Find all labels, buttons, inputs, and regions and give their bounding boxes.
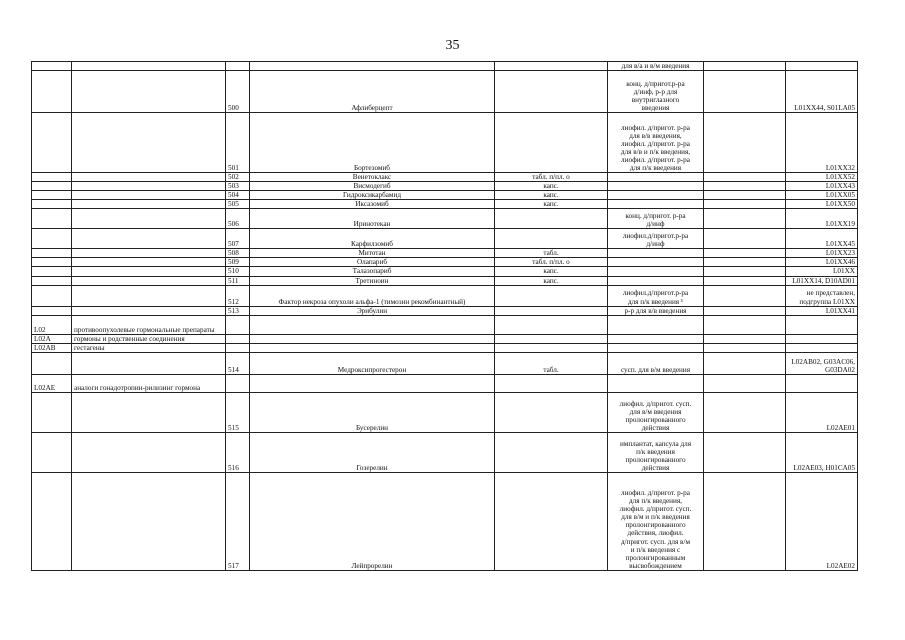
form-details: конц. д/пригот. р-ра д/инф <box>608 209 704 229</box>
dosage-form: капс. <box>495 276 608 285</box>
item-number: 514 <box>226 352 250 374</box>
table-row <box>32 374 858 392</box>
dosage-form: табл. <box>495 352 608 374</box>
atc-code: L01XX32 <box>786 113 858 173</box>
empty-cell <box>704 249 786 258</box>
table-row <box>32 258 858 267</box>
drug-name: Венетоклакс <box>250 173 495 182</box>
form-details: лиофил.д/пригот.р-ра д/инф <box>608 229 704 249</box>
atc-group-description <box>72 285 226 306</box>
form-details <box>608 334 704 343</box>
atc-group-code <box>32 200 72 209</box>
item-number: 515 <box>226 392 250 432</box>
empty-cell <box>704 71 786 113</box>
atc-group-code: L02AB <box>32 343 72 352</box>
atc-group-description <box>72 352 226 374</box>
drug-name: Гозерелин <box>250 432 495 472</box>
atc-code: L01XX05 <box>786 191 858 200</box>
item-number <box>226 343 250 352</box>
table-row <box>32 334 858 343</box>
table-row <box>32 200 858 209</box>
dosage-form <box>495 343 608 352</box>
atc-group-description <box>72 200 226 209</box>
empty-cell <box>704 113 786 173</box>
atc-code: L01XX50 <box>786 200 858 209</box>
drug-name: Бусерелин <box>250 392 495 432</box>
atc-code: L01XX41 <box>786 306 858 315</box>
form-details <box>608 200 704 209</box>
atc-group-description <box>72 229 226 249</box>
empty-cell <box>704 392 786 432</box>
atc-code: L01XX <box>786 267 858 276</box>
form-details: конц. д/пригот.р-ра д/инф, р-р для внутриглазного введения <box>608 71 704 113</box>
empty-cell <box>704 229 786 249</box>
empty-cell <box>704 374 786 392</box>
atc-group-description: аналоги гонадотропин-рилизинг гормона <box>72 374 226 392</box>
atc-group-description <box>72 432 226 472</box>
empty-cell <box>704 472 786 570</box>
drug-name: Иринотекан <box>250 209 495 229</box>
atc-group-code <box>32 173 72 182</box>
form-details: имплантат, капсула для п/к введения пролонгированного действия <box>608 432 704 472</box>
atc-code: L02AE01 <box>786 392 858 432</box>
empty-cell <box>704 62 786 71</box>
dosage-form <box>495 392 608 432</box>
item-number: 512 <box>226 285 250 306</box>
drug-list-table <box>31 61 858 571</box>
atc-code: L01XX44, S01LA05 <box>786 71 858 113</box>
drug-name <box>250 374 495 392</box>
atc-code: не представлен, подгруппа L01XX <box>786 285 858 306</box>
table-row <box>32 315 858 334</box>
table-row <box>32 182 858 191</box>
atc-group-code <box>32 285 72 306</box>
atc-group-code <box>32 267 72 276</box>
atc-group-description <box>72 191 226 200</box>
dosage-form <box>495 209 608 229</box>
table-row <box>32 343 858 352</box>
atc-code <box>786 62 858 71</box>
atc-code: L01XX45 <box>786 229 858 249</box>
page-number: 35 <box>445 38 460 53</box>
atc-group-code: L02 <box>32 315 72 334</box>
dosage-form <box>495 334 608 343</box>
drug-name: Митотан <box>250 249 495 258</box>
atc-group-code <box>32 62 72 71</box>
item-number: 500 <box>226 71 250 113</box>
atc-group-description <box>72 258 226 267</box>
atc-code: L01XX52 <box>786 173 858 182</box>
atc-group-code <box>32 306 72 315</box>
atc-group-description <box>72 267 226 276</box>
table-row <box>32 276 858 285</box>
form-details: лиофил. д/пригот. р-ра для п/к введения, лиофил. д/пригот. сусп. для в/м и п/к введения пролонгированного действия, лиофил. д/пригот. сусп. для в/м и п/к введения с пролонгированным высвобождением <box>608 472 704 570</box>
dosage-form: табл. п/пл. о <box>495 258 608 267</box>
item-number: 506 <box>226 209 250 229</box>
atc-group-code <box>32 229 72 249</box>
item-number <box>226 374 250 392</box>
drug-name: Иксазомиб <box>250 200 495 209</box>
table-row <box>32 62 858 71</box>
item-number: 513 <box>226 306 250 315</box>
item-number <box>226 334 250 343</box>
item-number: 509 <box>226 258 250 267</box>
atc-group-description <box>72 173 226 182</box>
table-row <box>32 173 858 182</box>
atc-group-code <box>32 392 72 432</box>
table-row <box>32 249 858 258</box>
atc-code <box>786 343 858 352</box>
dosage-form <box>495 229 608 249</box>
atc-code: L01XX46 <box>786 258 858 267</box>
dosage-form <box>495 374 608 392</box>
drug-name: Олапариб <box>250 258 495 267</box>
form-details: р-р для в/в введения <box>608 306 704 315</box>
atc-group-description: противоопухолевые гормональные препараты <box>72 315 226 334</box>
form-details <box>608 258 704 267</box>
dosage-form: табл. п/пл. о <box>495 173 608 182</box>
atc-group-code <box>32 258 72 267</box>
drug-name <box>250 62 495 71</box>
drug-name: Лейпрорелин <box>250 472 495 570</box>
dosage-form <box>495 315 608 334</box>
atc-code: L01XX14, D10AD01 <box>786 276 858 285</box>
drug-name: Бортезомиб <box>250 113 495 173</box>
atc-group-description <box>72 62 226 71</box>
dosage-form: капс. <box>495 191 608 200</box>
atc-code: L02AE03, H01CA05 <box>786 432 858 472</box>
table-row <box>32 472 858 570</box>
empty-cell <box>704 200 786 209</box>
item-number: 508 <box>226 249 250 258</box>
atc-group-code <box>32 113 72 173</box>
item-number: 501 <box>226 113 250 173</box>
empty-cell <box>704 209 786 229</box>
empty-cell <box>704 191 786 200</box>
drug-name: Гидроксикарбамид <box>250 191 495 200</box>
table-row <box>32 71 858 113</box>
atc-group-description <box>72 71 226 113</box>
table-row <box>32 209 858 229</box>
dosage-form <box>495 71 608 113</box>
empty-cell <box>704 182 786 191</box>
form-details <box>608 173 704 182</box>
item-number: 507 <box>226 229 250 249</box>
atc-group-description <box>72 276 226 285</box>
table-row <box>32 285 858 306</box>
form-details <box>608 343 704 352</box>
atc-code: L01XX19 <box>786 209 858 229</box>
dosage-form <box>495 306 608 315</box>
drug-name: Медроксипрогестерон <box>250 352 495 374</box>
empty-cell <box>704 306 786 315</box>
atc-code <box>786 374 858 392</box>
atc-group-code <box>32 209 72 229</box>
item-number: 502 <box>226 173 250 182</box>
atc-group-description: гестагены <box>72 343 226 352</box>
atc-code: L01XX23 <box>786 249 858 258</box>
form-details: лиофил.д/пригот.р-ра для п/к введения ¹ <box>608 285 704 306</box>
table-row <box>32 267 858 276</box>
table-row <box>32 432 858 472</box>
atc-group-description <box>72 209 226 229</box>
atc-group-code <box>32 276 72 285</box>
atc-group-code <box>32 182 72 191</box>
form-details <box>608 249 704 258</box>
atc-group-description <box>72 306 226 315</box>
dosage-form <box>495 432 608 472</box>
drug-name: Эрибулин <box>250 306 495 315</box>
atc-group-code: L02AE <box>32 374 72 392</box>
item-number: 503 <box>226 182 250 191</box>
drug-name: Третиноин <box>250 276 495 285</box>
empty-cell <box>704 285 786 306</box>
empty-cell <box>704 352 786 374</box>
atc-group-description <box>72 472 226 570</box>
drug-name: Карфилзомиб <box>250 229 495 249</box>
item-number: 504 <box>226 191 250 200</box>
atc-group-code <box>32 472 72 570</box>
form-details: лиофил. д/пригот. сусп. для в/м введения пролонгированного действия <box>608 392 704 432</box>
dosage-form: капс. <box>495 267 608 276</box>
table-row <box>32 352 858 374</box>
dosage-form <box>495 472 608 570</box>
item-number: 517 <box>226 472 250 570</box>
dosage-form: капс. <box>495 200 608 209</box>
atc-group-code <box>32 71 72 113</box>
atc-group-description <box>72 182 226 191</box>
empty-cell <box>704 343 786 352</box>
drug-name: Талазопариб <box>250 267 495 276</box>
item-number: 516 <box>226 432 250 472</box>
item-number: 510 <box>226 267 250 276</box>
empty-cell <box>704 315 786 334</box>
drug-name: Висмодегиб <box>250 182 495 191</box>
atc-code <box>786 334 858 343</box>
form-details <box>608 267 704 276</box>
drug-name: Фактор некроза опухоли альфа-1 (тимозин рекомбинантный) <box>250 285 495 306</box>
table-row <box>32 191 858 200</box>
dosage-form: капс. <box>495 182 608 191</box>
table-row <box>32 306 858 315</box>
table-row <box>32 229 858 249</box>
empty-cell <box>704 173 786 182</box>
empty-cell <box>704 432 786 472</box>
atc-code <box>786 315 858 334</box>
drug-name <box>250 343 495 352</box>
table-row <box>32 113 858 173</box>
atc-group-code <box>32 249 72 258</box>
empty-cell <box>704 334 786 343</box>
atc-group-code <box>32 352 72 374</box>
drug-name: Афлиберцепт <box>250 71 495 113</box>
atc-group-description <box>72 392 226 432</box>
atc-code: L02AE02 <box>786 472 858 570</box>
form-details <box>608 276 704 285</box>
table-row <box>32 392 858 432</box>
item-number: 505 <box>226 200 250 209</box>
atc-code: L01XX43 <box>786 182 858 191</box>
dosage-form <box>495 285 608 306</box>
form-details <box>608 374 704 392</box>
item-number <box>226 62 250 71</box>
empty-cell <box>704 258 786 267</box>
atc-group-description <box>72 113 226 173</box>
item-number <box>226 315 250 334</box>
item-number: 511 <box>226 276 250 285</box>
dosage-form: табл. <box>495 249 608 258</box>
form-details: лиофил. д/пригот. р-ра для в/в введения, лиофил. д/пригот. р-ра для в/в и п/к введения, лиофил. д/пригот. р-ра для п/к введения <box>608 113 704 173</box>
table-body <box>32 62 858 571</box>
form-details: сусп. для в/м введения <box>608 352 704 374</box>
form-details: для в/а и в/м введения <box>608 62 704 71</box>
dosage-form <box>495 62 608 71</box>
atc-group-code: L02A <box>32 334 72 343</box>
atc-group-code <box>32 432 72 472</box>
atc-group-description: гормоны и родственные соединения <box>72 334 226 343</box>
form-details <box>608 315 704 334</box>
atc-group-code <box>32 191 72 200</box>
dosage-form <box>495 113 608 173</box>
atc-code: L02AB02, G03AC06, G03DA02 <box>786 352 858 374</box>
drug-name <box>250 315 495 334</box>
form-details <box>608 191 704 200</box>
empty-cell <box>704 276 786 285</box>
atc-group-description <box>72 249 226 258</box>
drug-name <box>250 334 495 343</box>
form-details <box>608 182 704 191</box>
empty-cell <box>704 267 786 276</box>
